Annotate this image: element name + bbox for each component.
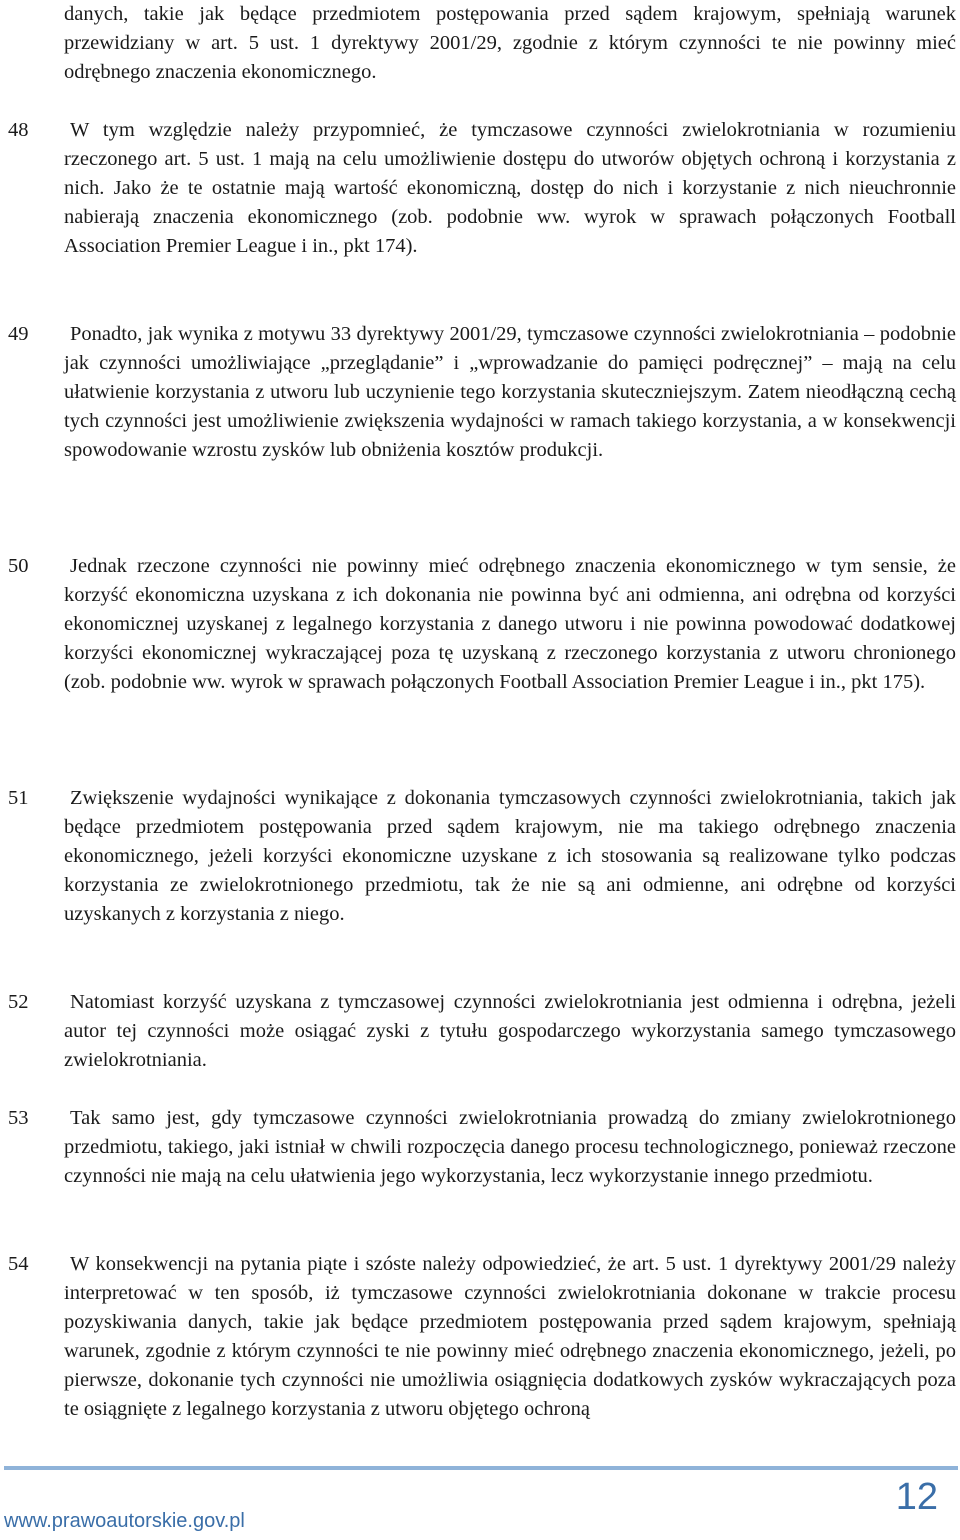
paragraph-text: Natomiast korzyść uzyskana z tymczasowej czynności zwielokrotniania jest odmienna i odrębna, jeżeli autor tej czynności może osiągać zyski z tytułu gospodarczego wykorzystania samego tymczasowego zwielokrotniania. (64, 991, 956, 1071)
paragraph-number: 48 (8, 119, 29, 141)
page-number: 12 (895, 1476, 938, 1518)
paragraph-number: 54 (8, 1253, 29, 1275)
footer-divider (4, 1466, 958, 1470)
paragraph-number: 51 (8, 787, 29, 809)
footer-website-link[interactable]: www.prawoautorskie.gov.pl (4, 1510, 245, 1532)
paragraph-text: Jednak rzeczone czynności nie powinny mieć odrębnego znaczenia ekonomicznego w tym sensie, że korzyść ekonomiczna uzyskana z ich dokonania nie powinna być ani odmienna, ani odrębna od korzyści ekonomicznej uzyskanej z legalnego korzystania z danego utworu i nie powinna powodować dodatkowej korzyści ekonomicznej wykraczającej poza tę uzyskaną z rzeczonego korzystania z utworu chronionego (zob. podobnie ww. wyrok w sprawach połączonych Football Association Premier League i in., pkt 175). (64, 555, 956, 693)
paragraph-text: Tak samo jest, gdy tymczasowe czynności zwielokrotniania prowadzą do zmiany zwielokrotnionego przedmiotu, takiego, jaki istniał w chwili rozpoczęcia danego procesu technologicznego, ponieważ rzeczone czynności nie mają na celu ułatwienia jego wykorzystania, lecz wykorzystanie innego przedmiotu. (64, 1107, 956, 1187)
paragraph-number: 50 (8, 555, 29, 577)
paragraph-number: 53 (8, 1107, 29, 1129)
intro-text: danych, takie jak będące przedmiotem postępowania przed sądem krajowym, spełniają warunek przewidziany w art. 5 ust. 1 dyrektywy 2001/29, zgodnie z którym czynności te nie powinny mieć odrębnego znaczenia ekonomicznego. (64, 3, 956, 83)
paragraph-text: W konsekwencji na pytania piąte i szóste należy odpowiedzieć, że art. 5 ust. 1 dyrektywy 2001/29 należy interpretować w ten sposób, iż tymczasowe czynności zwielokrotniania dokonane w trakcie procesu pozyskiwania danych, takie jak będące przedmiotem postępowania przed sądem krajowym, spełniają warunek, zgodnie z którym czynności te nie powinny mieć odrębnego znaczenia ekonomicznego, jeżeli, po pierwsze, dokonanie tych czynności nie umożliwia osiągnięcia dodatkowych zysków wykraczających poza te osiągnięte z legalnego korzystania z utworu objętego ochroną (64, 1253, 956, 1420)
paragraph-text: Ponadto, jak wynika z motywu 33 dyrektywy 2001/29, tymczasowe czynności zwielokrotniania – podobnie jak czynności umożliwiające „przeglądanie” i „wprowadzanie do pamięci podręcznej” – mają na celu ułatwienie korzystania z utworu lub uczynienie tego korzystania skuteczniejszym. Zatem nieodłączną cechą tych czynności jest umożliwienie zwiększenia wydajności w ramach takiego korzystania, a w konsekwencji spowodowanie wzrostu zysków lub obniżenia kosztów produkcji. (64, 323, 956, 461)
paragraph-text: W tym względzie należy przypomnieć, że tymczasowe czynności zwielokrotniania w rozumieniu rzeczonego art. 5 ust. 1 mają na celu umożliwienie dostępu do utworów objętych ochroną i korzystania z nich. Jako że te ostatnie mają wartość ekonomiczną, dostęp do nich i korzystanie z nich nieuchronnie nabierają znaczenia ekonomicznego (zob. podobnie ww. wyrok w sprawach połączonych Football Association Premier League i in., pkt 174). (64, 119, 956, 257)
paragraph-text: Zwiększenie wydajności wynikające z dokonania tymczasowych czynności zwielokrotniania, takich jak będące przedmiotem postępowania przed sądem krajowym, nie ma takiego odrębnego znaczenia ekonomicznego, jeżeli korzyści ekonomiczne uzyskane z ich stosowania są realizowane tylko podczas korzystania ze zwielokrotnionego przedmiotu, tak że nie są ani odmienne, ani odrębne od korzyści uzyskanych z korzystania z niego. (64, 787, 956, 925)
paragraph-number: 52 (8, 991, 29, 1013)
paragraph-number: 49 (8, 323, 29, 345)
